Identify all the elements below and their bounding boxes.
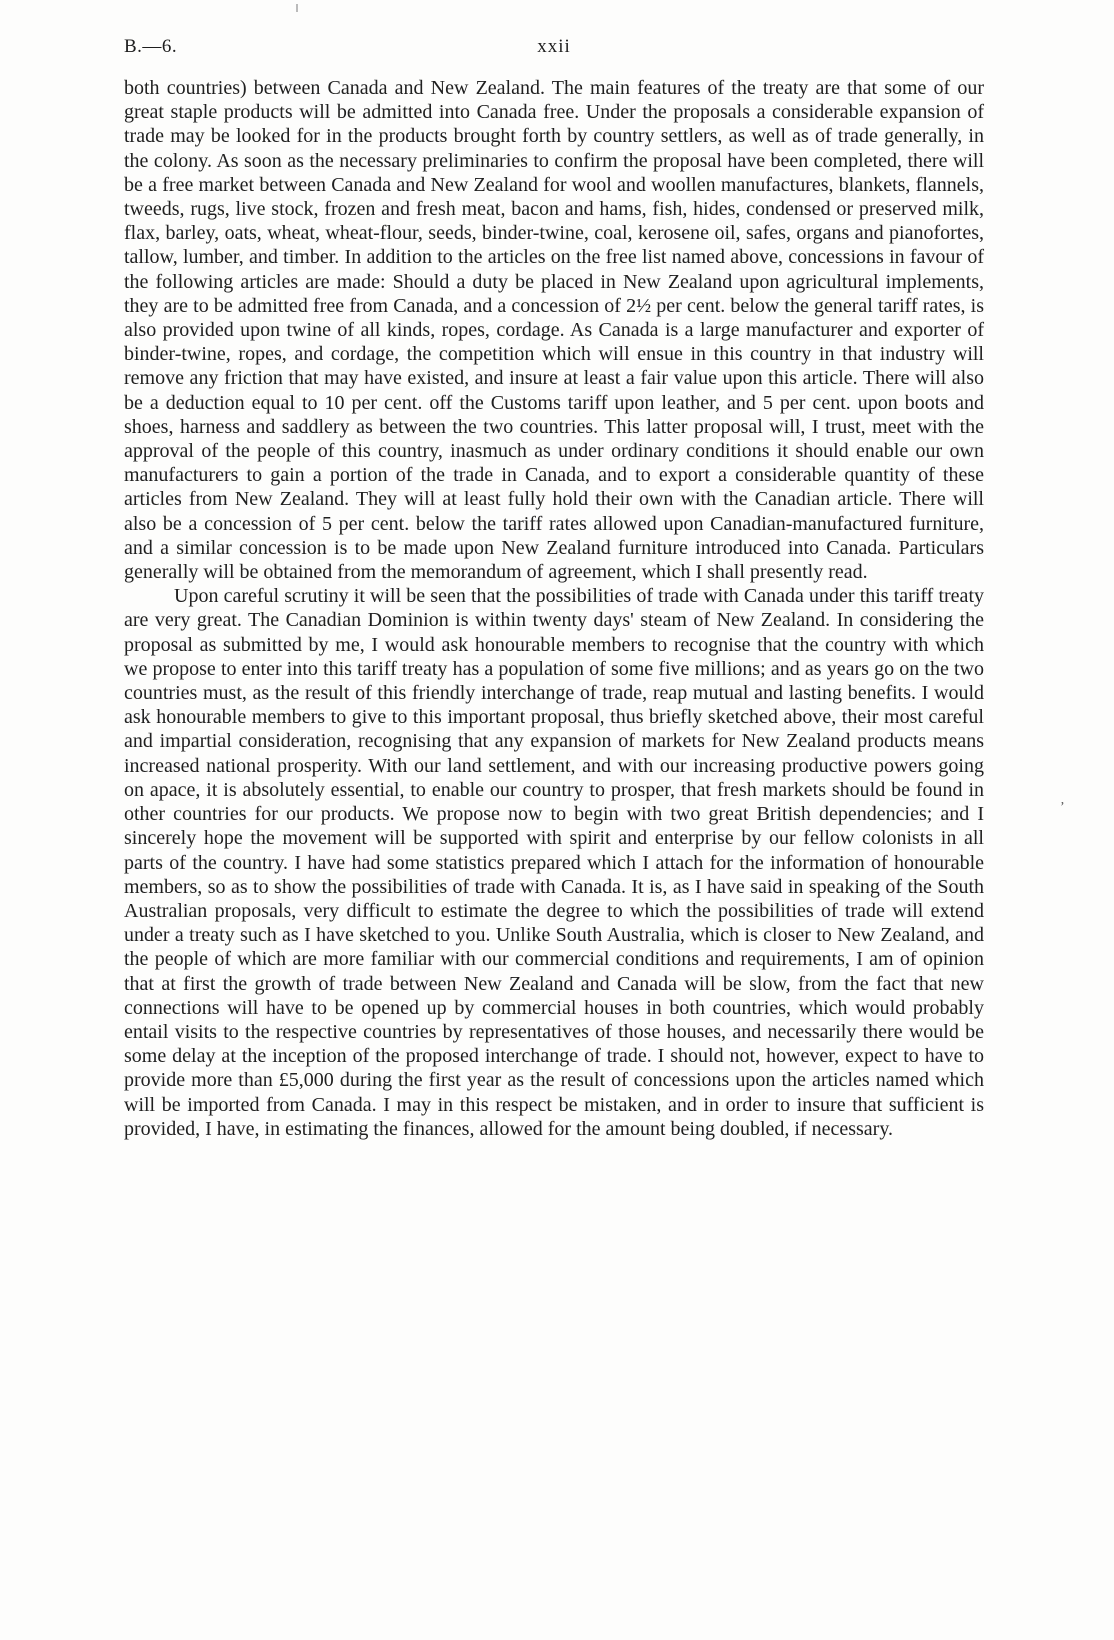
margin-mark: ’ <box>1060 800 1065 815</box>
paragraph-2: Upon careful scrutiny it will be seen that the possibilities of trade with Canada under this tariff treaty are very great. The Canadian Dominion is within twenty days' steam of New Zealand. In considering the proposal as submitted by me, I would ask honourable members to recognise that the country with which we propose to enter into this tariff treaty has a population of some five millions; and as years go on the two countries must, as the result of this friendly interchange of trade, reap mutual and lasting benefits. I would ask honourable members to give to this important proposal, thus briefly sketched above, their most careful and impartial consideration, recognising that any expansion of markets for New Zealand products means increased national prosperity. With our land settlement, and with our increasing productive powers going on apace, it is absolutely essential, to enable our country to prosper, that fresh markets should be found in other countries for our products. We propose now to begin with two great British dependencies; and I sincerely hope the movement will be supported with spirit and enterprise by our fellow colonists in all parts of the country. I have had some statistics prepared which I attach for the information of honourable members, so as to show the possibilities of trade with Canada. It is, as I have said in speaking of the South Australian proposals, very difficult to estimate the degree to which the possibilities of trade will extend under a treaty such as I have sketched to you. Unlike South Australia, which is closer to New Zealand, and the people of which are more familiar with our commercial conditions and requirements, I am of opinion that at first the growth of trade between New Zealand and Canada will be slow, from the fact that new connections will have to be opened up by commercial houses in both countries, which would probably entail visits to the respective countries by representatives of those houses, and necessarily there would be some delay at the inception of the proposed interchange of trade. I should not, however, expect to have to provide more than £5,000 during the first year as the result of concessions upon the articles named which will be imported from Canada. I may in this respect be mistaken, and in order to insure that sufficient is provided, I have, in estimating the finances, allowed for the amount being doubled, if necessary. <box>124 585 984 1140</box>
paragraph-1: both countries) between Canada and New Zealand. The main features of the treaty are that some of our great staple products will be admitted into Canada free. Under the proposals a considerable expansion of trade may be looked for in the products brought forth by country settlers, as well as of trade generally, in the colony. As soon as the necessary preliminaries to confirm the proposal have been completed, there will be a free market between Canada and New Zealand for wool and woollen manufactures, blankets, flannels, tweeds, rugs, live stock, frozen and fresh meat, bacon and hams, fish, hides, condensed or preserved milk, flax, barley, oats, wheat, wheat-flour, seeds, binder-twine, coal, kerosene oil, safes, organs and pianofortes, tallow, lumber, and timber. In addition to the articles on the free list named above, concessions in favour of the following articles are made: Should a duty be placed in New Zealand upon agricultural implements, they are to be admitted free from Canada, and a concession of 2½ per cent. below the general tariff rates, is also provided upon twine of all kinds, ropes, cordage. As Canada is a large manufacturer and exporter of binder-twine, ropes, and cordage, the competition which will ensue in this country in that industry will remove any friction that may have existed, and insure at least a fair value upon this article. There will also be a deduction equal to 10 per cent. off the Customs tariff upon leather, and 5 per cent. upon boots and shoes, harness and saddlery as between the two countries. This latter proposal will, I trust, meet with the approval of the people of this country, inasmuch as under ordinary conditions it should enable our own manufacturers to gain a portion of the trade in Canada, and to export a considerable quantity of these articles from New Zealand. They will at least fully hold their own with the Canadian article. There will also be a concession of 5 per cent. below the tariff rates allowed upon Canadian-manufactured furniture, and a similar concession is to be made upon New Zealand furniture introduced into Canada. Particulars generally will be obtained from the memorandum of agreement, which I shall presently read. <box>124 77 984 584</box>
body-text <box>124 76 984 1141</box>
scan-speck <box>296 4 298 12</box>
document-reference: B.—6. <box>124 36 178 57</box>
page-header <box>124 30 984 62</box>
page-number: xxii <box>537 36 571 57</box>
